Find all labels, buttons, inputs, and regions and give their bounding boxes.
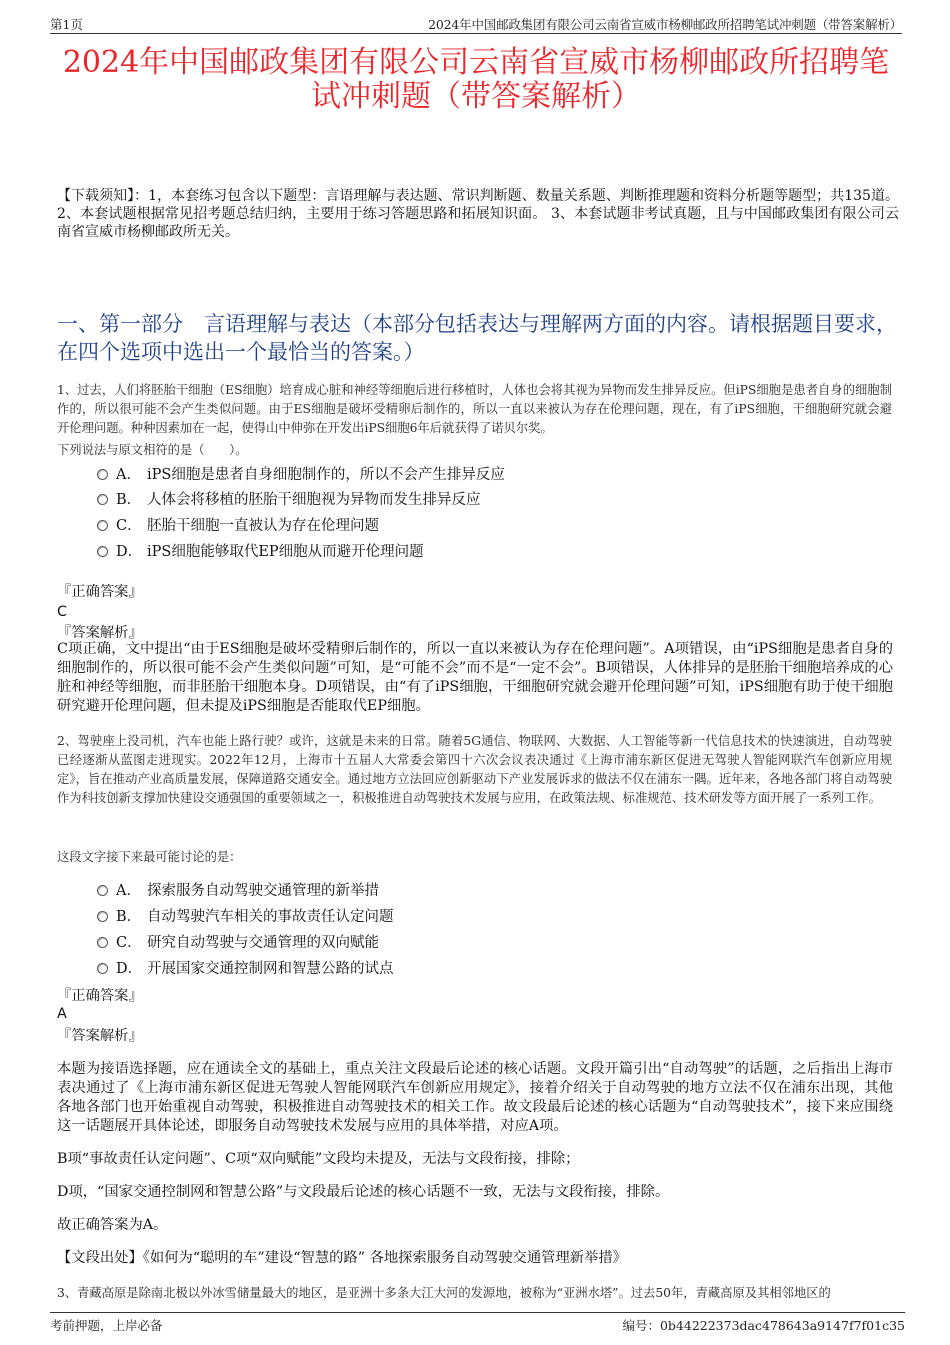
question-1-option-c[interactable]: C． 胚胎干细胞一直被认为存在伦理问题 bbox=[97, 516, 379, 536]
radio-icon[interactable] bbox=[97, 520, 108, 531]
radio-icon[interactable] bbox=[97, 469, 108, 480]
document-title bbox=[50, 46, 902, 114]
question-2-analysis-paragraph-3: D项，“国家交通控制网和智慧公路”与文段最后论述的核心话题不一致，无法与文段衔接，排除。 bbox=[57, 1184, 670, 1200]
section-heading: 一、第一部分 言语理解与表达（本部分包括表达与理解两方面的内容。请根据题目要求，在四个选项中选出一个最恰当的答案。） bbox=[57, 312, 897, 364]
page-number: 第1页 bbox=[50, 17, 83, 32]
question-1-answer: C bbox=[57, 604, 67, 620]
question-1-text: 1、过去，人们将胚胎干细胞（ES细胞）培育成心脏和神经等细胞后进行移植时，人体也会将其视为异物而发生排异反应。但iPS细胞是患者自身的细胞制作的，所以很可能不会产生类似问题。由于ES细胞是破坏受精卵后制作的，所以一直以来被认为存在伦理问题，现在，有了iPS细胞，干细胞研究就会避开伦理问题。种种因素加在一起，使得山中伸弥在开发出iPS细胞6年后就获得了诺贝尔奖。 bbox=[57, 383, 892, 435]
question-2-source: 【文段出处】《如何为“聪明的车”建设“智慧的路” 各地探索服务自动驾驶交通管理新举措》 bbox=[57, 1250, 627, 1266]
radio-icon[interactable] bbox=[97, 885, 108, 896]
question-2-answer-label: 『正确答案』 bbox=[57, 988, 143, 1004]
question-2-analysis-paragraph-2: B项“事故责任认定问题”、C项“双向赋能”文段均未提及，无法与文段衔接，排除； bbox=[57, 1151, 580, 1167]
page-footer bbox=[50, 1312, 905, 1335]
question-2-option-d[interactable]: D． 开展国家交通控制网和智慧公路的试点 bbox=[97, 959, 394, 979]
question-2-prompt: 这段文字接下来最可能讨论的是： bbox=[57, 850, 242, 864]
question-2-option-b[interactable]: B． 自动驾驶汽车相关的事故责任认定问题 bbox=[97, 907, 394, 927]
header-doc-title: 2024年中国邮政集团有限公司云南省宣威市杨柳邮政所招聘笔试冲刺题（带答案解析） bbox=[428, 17, 902, 32]
radio-icon[interactable] bbox=[97, 963, 108, 974]
question-2-analysis-label: 『答案解析』 bbox=[57, 1028, 143, 1044]
question-1-analysis: C项正确，文中提出“由于ES细胞是破坏受精卵后制作的，所以一直以来被认为存在伦理问题”。A项错误，由“iPS细胞是患者自身的细胞制作的，所以很可能不会产生类似问题”可知，是“可能不会”而不是“一定不会”。B项错误，人体排异的是胚胎干细胞培养成的心脏和神经等细胞，而非胚胎干细胞本身。D项错误，由“有了iPS细胞，干细胞研究就会避开伦理问题”可知，iPS细胞有助于使干细胞研究避开伦理问题，但未提及iPS细胞是否能取代EP细胞。 bbox=[57, 641, 893, 714]
title-line-1: 2024年中国邮政集团有限公司云南省宣威市杨柳邮政所招聘笔 bbox=[62, 45, 890, 80]
question-2-answer: A bbox=[57, 1006, 67, 1022]
question-3-text: 3、青藏高原是除南北极以外冰雪储量最大的地区，是亚洲十多条大江大河的发源地，被称为“亚洲水塔”。过去50年，青藏高原及其相邻地区的 bbox=[57, 1286, 831, 1300]
question-1-option-b[interactable]: B． 人体会将移植的胚胎干细胞视为异物而发生排异反应 bbox=[97, 490, 481, 510]
question-2-option-c[interactable]: C． 研究自动驾驶与交通管理的双向赋能 bbox=[97, 933, 379, 953]
question-2-option-a[interactable]: A． 探索服务自动驾驶交通管理的新举措 bbox=[97, 881, 379, 901]
title-line-2: 试冲刺题（带答案解析） bbox=[311, 79, 641, 114]
radio-icon[interactable] bbox=[97, 937, 108, 948]
page-header bbox=[50, 13, 902, 34]
question-2-text: 2、驾驶座上没司机，汽车也能上路行驶？或许，这就是未来的日常。随着5G通信、物联网、大数据、人工智能等新一代信息技术的快速演进，自动驾驶已经逐渐从蓝图走进现实。2022年12月，上海市十五届人大常委会第四十六次会议表决通过《上海市浦东新区促进无驾驶人智能网联汽车创新应用规定》，旨在推动产业高质量发展，保障道路交通安全。通过地方立法回应创新驱动下产业发展诉求的做法不仅在浦东一隅。近年来，各地各部门将自动驾驶作为科技创新支撑加快建设交通强国的重要领域之一，积极推进自动驾驶技术发展与应用，在政策法规、标准规范、技术研发等方面开展了一系列工作。 bbox=[57, 734, 892, 805]
question-1-answer-label: 『正确答案』 bbox=[57, 584, 143, 600]
radio-icon[interactable] bbox=[97, 494, 108, 505]
download-notice: 【下载须知】：1，本套练习包含以下题型：言语理解与表达题、常识判断题、数量关系题、判断推理题和资料分析题等题型；共135道。 2、本套试题根据常见招考题总结归纳，主要用于练习答题思路和拓展知识面。 3、本套试题非考试真题，且与中国邮政集团有限公司云南省宣威市杨柳邮政所无关。 bbox=[57, 188, 899, 240]
footer-slogan: 考前押题，上岸必备 bbox=[50, 1318, 163, 1333]
question-1-prompt: 下列说法与原文相符的是（ ）。 bbox=[57, 443, 248, 457]
radio-icon[interactable] bbox=[97, 911, 108, 922]
question-1-option-d[interactable]: D． iPS细胞能够取代EP细胞从而避开伦理问题 bbox=[97, 542, 424, 562]
question-1-option-a[interactable]: A． iPS细胞是患者自身细胞制作的，所以不会产生排异反应 bbox=[97, 465, 505, 485]
question-2-analysis-conclusion: 故正确答案为A。 bbox=[57, 1217, 168, 1233]
footer-document-id: 编号：0b44222373dac478643a9147f7f01c35 bbox=[622, 1318, 905, 1333]
question-2-analysis-paragraph-1: 本题为接语选择题，应在通读全文的基础上，重点关注文段最后论述的核心话题。文段开篇引出“自动驾驶”的话题，之后指出上海市表决通过了《上海市浦东新区促进无驾驶人智能网联汽车创新应用规定》，接着介绍关于自动驾驶的地方立法不仅在浦东出现，其他各地各部门也开始重视自动驾驶，积极推进自动驾驶技术的相关工作。故文段最后论述的核心话题为“自动驾驶技术”，接下来应围绕这一话题展开具体论述，即服务自动驾驶技术发展与应用的具体举措，对应A项。 bbox=[57, 1061, 893, 1134]
question-1-analysis-label: 『答案解析』 bbox=[57, 625, 143, 641]
radio-icon[interactable] bbox=[97, 546, 108, 557]
